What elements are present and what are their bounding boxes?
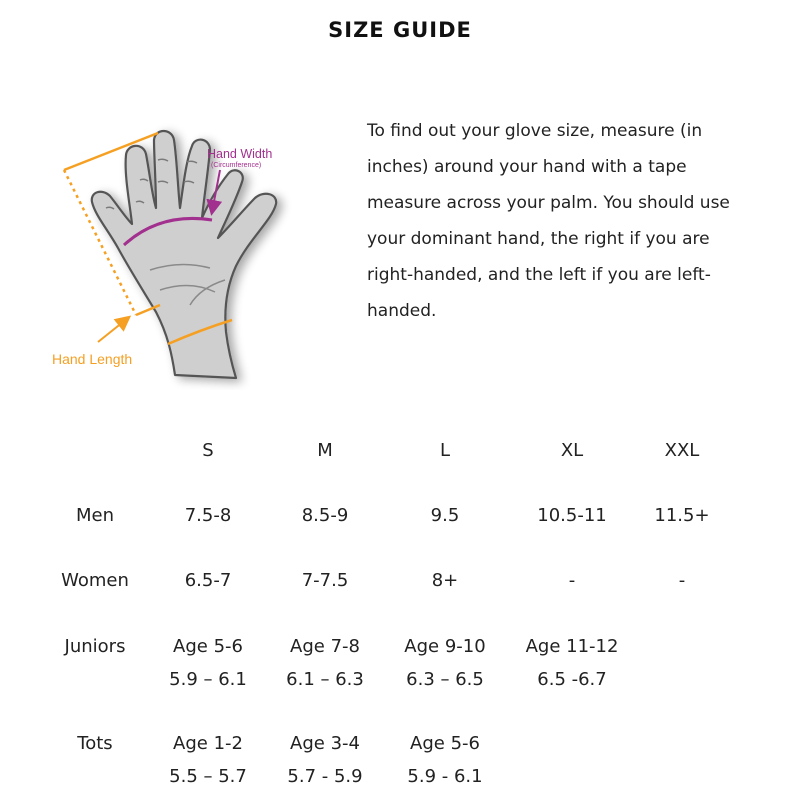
table-cell: Age 5-6 <box>410 733 480 754</box>
table-cell: 6.1 – 6.3 <box>286 669 364 690</box>
column-header-m: M <box>317 440 333 461</box>
row-label-tots: Tots <box>77 733 113 754</box>
row-label-juniors: Juniors <box>64 636 126 657</box>
column-header-s: S <box>202 440 214 461</box>
table-cell: Age 1-2 <box>173 733 243 754</box>
table-cell: 8+ <box>431 570 459 591</box>
table-cell: 6.5 -6.7 <box>537 669 607 690</box>
table-cell: 6.3 – 6.5 <box>406 669 484 690</box>
table-cell: Age 9-10 <box>404 636 486 657</box>
table-cell: - <box>568 570 576 591</box>
table-cell: 8.5-9 <box>301 505 349 526</box>
row-label-women: Women <box>61 570 129 591</box>
table-cell: - <box>678 570 686 591</box>
row-label-men: Men <box>75 505 114 526</box>
table-cell: Age 11-12 <box>525 636 619 657</box>
table-cell: Age 3-4 <box>290 733 360 754</box>
table-cell: 6.5-7 <box>184 570 232 591</box>
table-cell: 5.9 – 6.1 <box>169 669 247 690</box>
column-header-xxl: XXL <box>664 440 700 461</box>
page-title: SIZE GUIDE <box>328 18 472 42</box>
table-cell: 5.7 - 5.9 <box>287 766 363 787</box>
table-cell: Age 7-8 <box>290 636 360 657</box>
table-cell: 5.5 – 5.7 <box>169 766 247 787</box>
intro-paragraph: To find out your glove size, measure (in inches) around your hand with a tape measure across your palm. You should use your dominant hand, the right if you are right-handed, and the left if you are left-handed. <box>367 121 730 321</box>
hand-width-sublabel: (Circumference) <box>211 162 262 169</box>
column-header-l: L <box>439 440 451 461</box>
table-cell: 7.5-8 <box>184 505 232 526</box>
table-cell: 5.9 - 6.1 <box>407 766 483 787</box>
hand-measurement-illustration <box>40 120 320 390</box>
table-cell: 10.5-11 <box>537 505 607 526</box>
hand-length-arrow <box>98 318 128 342</box>
table-cell: 9.5 <box>430 505 460 526</box>
table-cell: Age 5-6 <box>173 636 243 657</box>
table-cell: 11.5+ <box>654 505 710 526</box>
table-cell: 7-7.5 <box>301 570 349 591</box>
hand-width-label: Hand Width <box>207 147 273 161</box>
column-header-xl: XL <box>560 440 584 461</box>
hand-length-label: Hand Length <box>52 351 133 367</box>
